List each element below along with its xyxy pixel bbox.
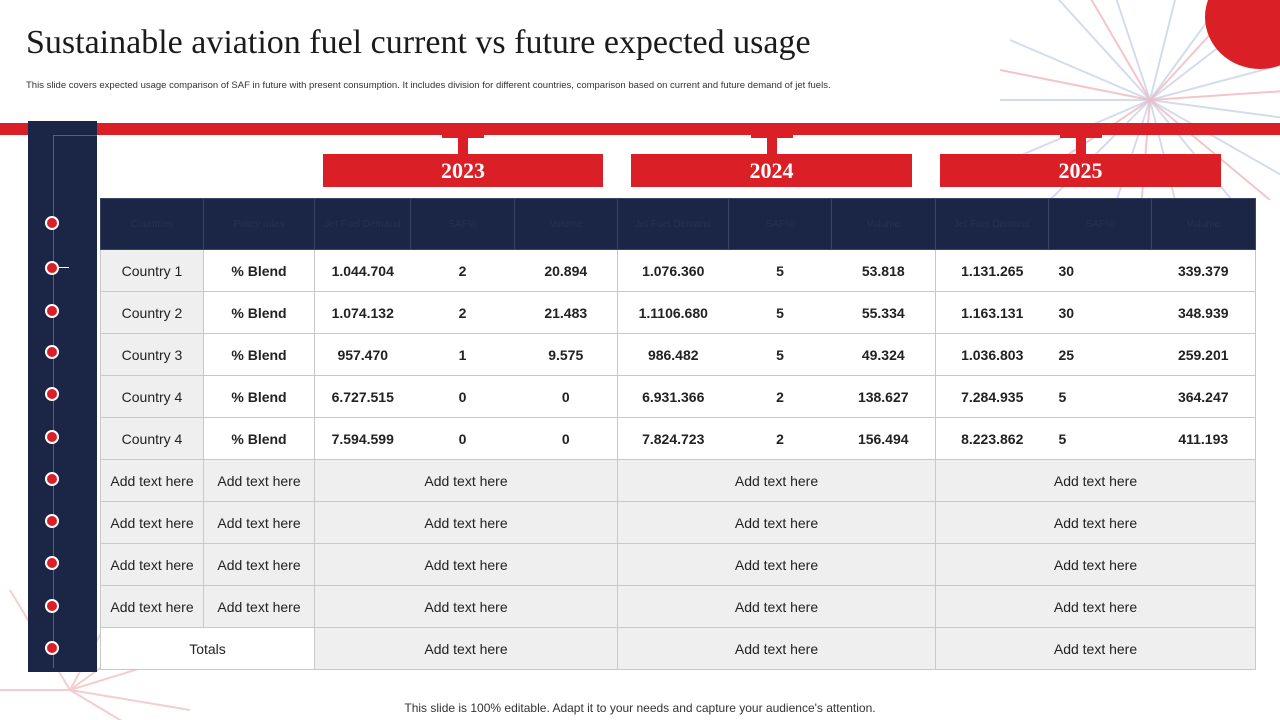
country-cell: Country 1 (101, 250, 204, 292)
value-cell: 1.1106.680 (618, 292, 729, 334)
header-saf-2025: SAF% (1049, 199, 1152, 250)
value-cell: 1.044.704 (315, 250, 411, 292)
placeholder-cell[interactable]: Add text here (936, 502, 1256, 544)
placeholder-cell[interactable]: Add text here (204, 502, 315, 544)
timeline-line (53, 135, 54, 668)
value-cell: 21.483 (515, 292, 618, 334)
value-cell: 1.163.131 (936, 292, 1049, 334)
timeline-dot (45, 304, 59, 318)
header-countries: Countries (101, 199, 204, 250)
table-row (101, 292, 1256, 334)
page-title: Sustainable aviation fuel current vs future expected usage (26, 24, 811, 61)
timeline-connector (53, 135, 97, 136)
country-cell: Country 2 (101, 292, 204, 334)
totals-row (101, 628, 1256, 670)
value-cell: 30 (1049, 292, 1152, 334)
value-cell: 20.894 (515, 250, 618, 292)
header-policy-rules: Policy rules (204, 199, 315, 250)
timeline-dot (45, 345, 59, 359)
placeholder-row (101, 502, 1256, 544)
totals-cell[interactable]: Add text here (315, 628, 618, 670)
header-jet-fuel-demand-2024: Jet Fuel Demand (618, 199, 729, 250)
value-cell: 7.594.599 (315, 418, 411, 460)
value-cell: 138.627 (832, 376, 936, 418)
timeline-dot (45, 556, 59, 570)
value-cell: 339.379 (1152, 250, 1256, 292)
year-2024-label: 2024 (631, 154, 912, 187)
placeholder-cell[interactable]: Add text here (618, 586, 936, 628)
blend-cell: % Blend (204, 292, 315, 334)
value-cell: 6.727.515 (315, 376, 411, 418)
timeline-dot (45, 472, 59, 486)
value-cell: 0 (411, 376, 515, 418)
value-cell: 957.470 (315, 334, 411, 376)
value-cell: 348.939 (1152, 292, 1256, 334)
timeline-dot (45, 599, 59, 613)
value-cell: 53.818 (832, 250, 936, 292)
table-row (101, 376, 1256, 418)
value-cell: 1.074.132 (315, 292, 411, 334)
value-cell: 411.193 (1152, 418, 1256, 460)
totals-label: Totals (101, 628, 315, 670)
table-row (101, 334, 1256, 376)
value-cell: 2 (411, 250, 515, 292)
placeholder-cell[interactable]: Add text here (315, 544, 618, 586)
value-cell: 0 (515, 376, 618, 418)
value-cell: 0 (411, 418, 515, 460)
placeholder-cell[interactable]: Add text here (315, 586, 618, 628)
value-cell: 5 (729, 250, 832, 292)
placeholder-cell[interactable]: Add text here (101, 502, 204, 544)
value-cell: 2 (729, 376, 832, 418)
value-cell: 5 (729, 334, 832, 376)
value-cell: 259.201 (1152, 334, 1256, 376)
value-cell: 5 (1049, 418, 1152, 460)
page-subtitle: This slide covers expected usage comparison of SAF in future with present consumption. It includes division for different countries, comparison based on current and future demand of jet fuels. (26, 80, 831, 91)
country-cell: Country 4 (101, 418, 204, 460)
blend-cell: % Blend (204, 418, 315, 460)
header-saf-2024: SAF% (729, 199, 832, 250)
blend-cell: % Blend (204, 250, 315, 292)
placeholder-row (101, 586, 1256, 628)
value-cell: 2 (411, 292, 515, 334)
value-cell: 1.076.360 (618, 250, 729, 292)
value-cell: 364.247 (1152, 376, 1256, 418)
value-cell: 49.324 (832, 334, 936, 376)
header-volume-2024: Volume (832, 199, 936, 250)
value-cell: 1 (411, 334, 515, 376)
placeholder-cell[interactable]: Add text here (101, 544, 204, 586)
blend-cell: % Blend (204, 376, 315, 418)
placeholder-cell[interactable]: Add text here (618, 502, 936, 544)
placeholder-cell[interactable]: Add text here (204, 586, 315, 628)
footer-note: This slide is 100% editable. Adapt it to your needs and capture your audience's attention. (404, 701, 876, 715)
header-jet-fuel-demand-2025: Jet Fuel Demand (936, 199, 1049, 250)
value-cell: 986.482 (618, 334, 729, 376)
connector-2024 (767, 135, 777, 155)
value-cell: 8.223.862 (936, 418, 1049, 460)
placeholder-cell[interactable]: Add text here (618, 460, 936, 502)
placeholder-cell[interactable]: Add text here (315, 460, 618, 502)
value-cell: 25 (1049, 334, 1152, 376)
placeholder-cell[interactable]: Add text here (204, 460, 315, 502)
year-2023-label: 2023 (323, 154, 603, 187)
value-cell: 30 (1049, 250, 1152, 292)
timeline-dot (45, 641, 59, 655)
value-cell: 156.494 (832, 418, 936, 460)
value-cell: 1.036.803 (936, 334, 1049, 376)
totals-cell[interactable]: Add text here (936, 628, 1256, 670)
value-cell: 5 (729, 292, 832, 334)
value-cell: 5 (1049, 376, 1152, 418)
value-cell: 0 (515, 418, 618, 460)
timeline-dot (45, 430, 59, 444)
totals-cell[interactable]: Add text here (618, 628, 936, 670)
placeholder-cell[interactable]: Add text here (315, 502, 618, 544)
placeholder-cell[interactable]: Add text here (936, 460, 1256, 502)
placeholder-row (101, 544, 1256, 586)
value-cell: 2 (729, 418, 832, 460)
country-cell: Country 4 (101, 376, 204, 418)
placeholder-cell[interactable]: Add text here (204, 544, 315, 586)
value-cell: 7.284.935 (936, 376, 1049, 418)
placeholder-cell[interactable]: Add text here (101, 586, 204, 628)
year-2025-label: 2025 (940, 154, 1221, 187)
placeholder-cell[interactable]: Add text here (936, 586, 1256, 628)
value-cell: 1.131.265 (936, 250, 1049, 292)
header-jet-fuel-demand-2023: Jet Fuel Demand (315, 199, 411, 250)
blend-cell: % Blend (204, 334, 315, 376)
country-cell: Country 3 (101, 334, 204, 376)
timeline-dot (45, 514, 59, 528)
timeline-sidebar (28, 121, 97, 672)
value-cell: 55.334 (832, 292, 936, 334)
header-saf-2023: SAF% (411, 199, 515, 250)
timeline-dot-tick (57, 267, 69, 268)
placeholder-cell[interactable]: Add text here (101, 460, 204, 502)
table-row (101, 418, 1256, 460)
header-volume-2025: Volume (1152, 199, 1256, 250)
table-header-row (101, 199, 1256, 250)
table-row (101, 250, 1256, 292)
placeholder-cell[interactable]: Add text here (936, 544, 1256, 586)
timeline-dot (45, 387, 59, 401)
timeline-dot (45, 216, 59, 230)
connector-2025 (1076, 135, 1086, 155)
placeholder-cell[interactable]: Add text here (618, 544, 936, 586)
value-cell: 6.931.366 (618, 376, 729, 418)
placeholder-row (101, 460, 1256, 502)
timeline-dot (45, 261, 59, 275)
value-cell: 7.824.723 (618, 418, 729, 460)
saf-usage-table (100, 198, 1256, 670)
header-volume-2023: Volume (515, 199, 618, 250)
value-cell: 9.575 (515, 334, 618, 376)
connector-2023 (458, 135, 468, 155)
